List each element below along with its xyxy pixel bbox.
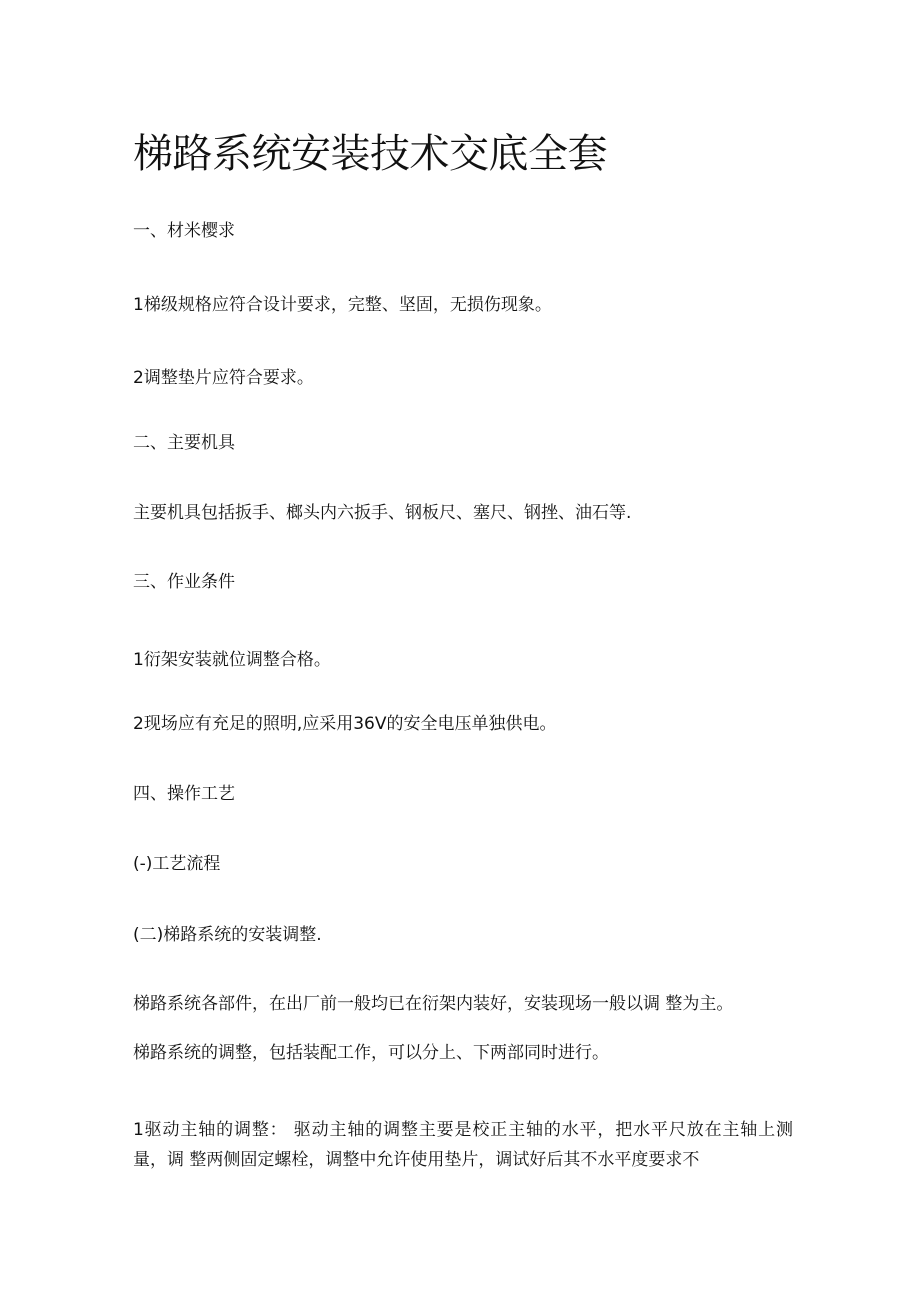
text-line: 1梯级规格应符合设计要求，完整、坚固，无损伤现象。 bbox=[133, 295, 552, 315]
text-line: 主要机具包括扳手、榔头内六扳手、钢板尺、塞尺、钢挫、油石等. bbox=[133, 503, 632, 523]
text-line: 梯路系统各部件，在出厂前一般均已在衍架内装好，安装现场一般以调 整为主。 bbox=[133, 994, 734, 1014]
section-heading-conditions: 三、作业条件 bbox=[133, 572, 235, 592]
section-heading-materials: 一、材米樱求 bbox=[133, 221, 235, 241]
text-paragraph: 1驱动主轴的调整： 驱动主轴的调整主要是校正主轴的水平，把水平尺放在主轴上测量，调 整两侧固定螺栓，调整中允许使用垫片，调试好后其不水平度要求不 bbox=[133, 1120, 793, 1170]
text-line: 1衍架安装就位调整合格。 bbox=[133, 650, 331, 670]
text-line: 2现场应有充足的照明,应采用36V的安全电压单独供电。 bbox=[133, 714, 557, 734]
text-line: 2调整垫片应符合要求。 bbox=[133, 368, 314, 388]
document-title: 梯路系统安装技术交底全套 bbox=[133, 131, 607, 177]
section-heading-tools: 二、主要机具 bbox=[133, 433, 235, 453]
text-line: 梯路系统的调整，包括装配工作，可以分上、下两部同时进行。 bbox=[133, 1043, 609, 1063]
subsection-heading: (-)工艺流程 bbox=[133, 854, 221, 874]
subsection-heading: (二)梯路系统的安装调整. bbox=[133, 925, 322, 945]
section-heading-process: 四、操作工艺 bbox=[133, 784, 235, 804]
